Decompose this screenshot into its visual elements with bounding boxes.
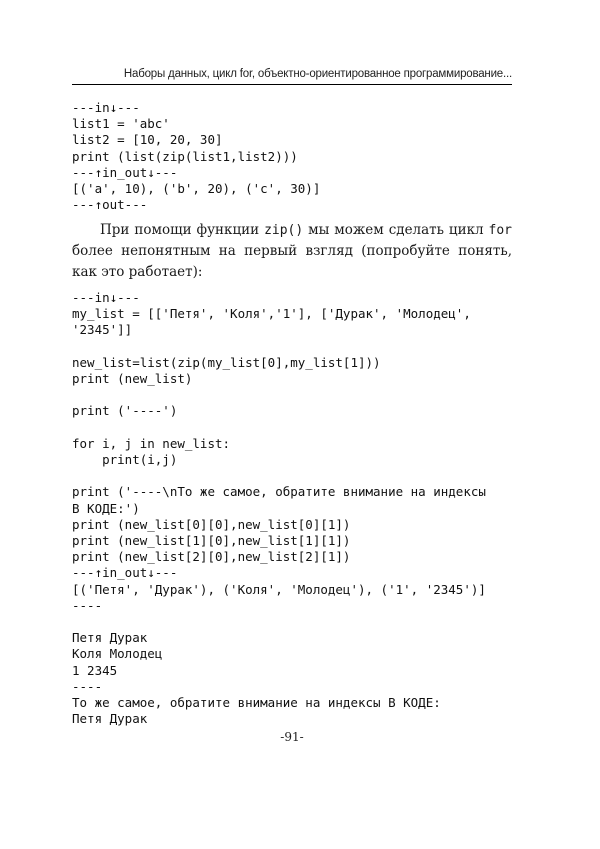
running-title: Наборы данных, цикл for, объектно-ориентированное программирование...: [123, 68, 512, 80]
paragraph-text-3: более непонятным на первый взгляд (попробуйте понять, как это работает):: [72, 243, 512, 280]
body-paragraph: [72, 220, 512, 283]
inline-code-for: for: [488, 223, 512, 238]
header-rule: [72, 84, 512, 85]
paragraph-text-2: мы можем сделать цикл: [303, 222, 489, 238]
paragraph-text-1: При помощи функции: [100, 222, 265, 238]
code-block-zip-example: ---in↓--- list1 = 'abc' list2 = [10, 20, 30] print (list(zip(list1,list2))) ---↑in_out↓--- [('a', 10), ('b', 20), ('c', 30)] ---↑out---: [72, 100, 321, 213]
page-number: -91-: [280, 730, 304, 744]
code-block-nested-list-example: ---in↓--- my_list = [['Петя', 'Коля','1'], ['Дурак', 'Молодец', '2345']] new_list=list(zip(my_list[0],my_list[1])) print (new_list) print ('----') for i, j in new_list: print(i,j) print ('----\nТо же самое, обратите внимание на индексы В КОДЕ:') print (new_list[0][0],new_list[0][1]) print (new_list[1][0],new_list[1][1]) print (new_list[2][0],new_list[2][1]) ---↑in_out↓--- [('Петя', 'Дурак'), ('Коля', 'Молодец'), ('1', '2345')] ---- Петя Дурак Коля Молодец 1 2345 ---- То же самое, обратите внимание на индексы В КОДЕ: Петя Дурак: [72, 290, 486, 727]
inline-code-zip: zip(): [264, 223, 304, 238]
